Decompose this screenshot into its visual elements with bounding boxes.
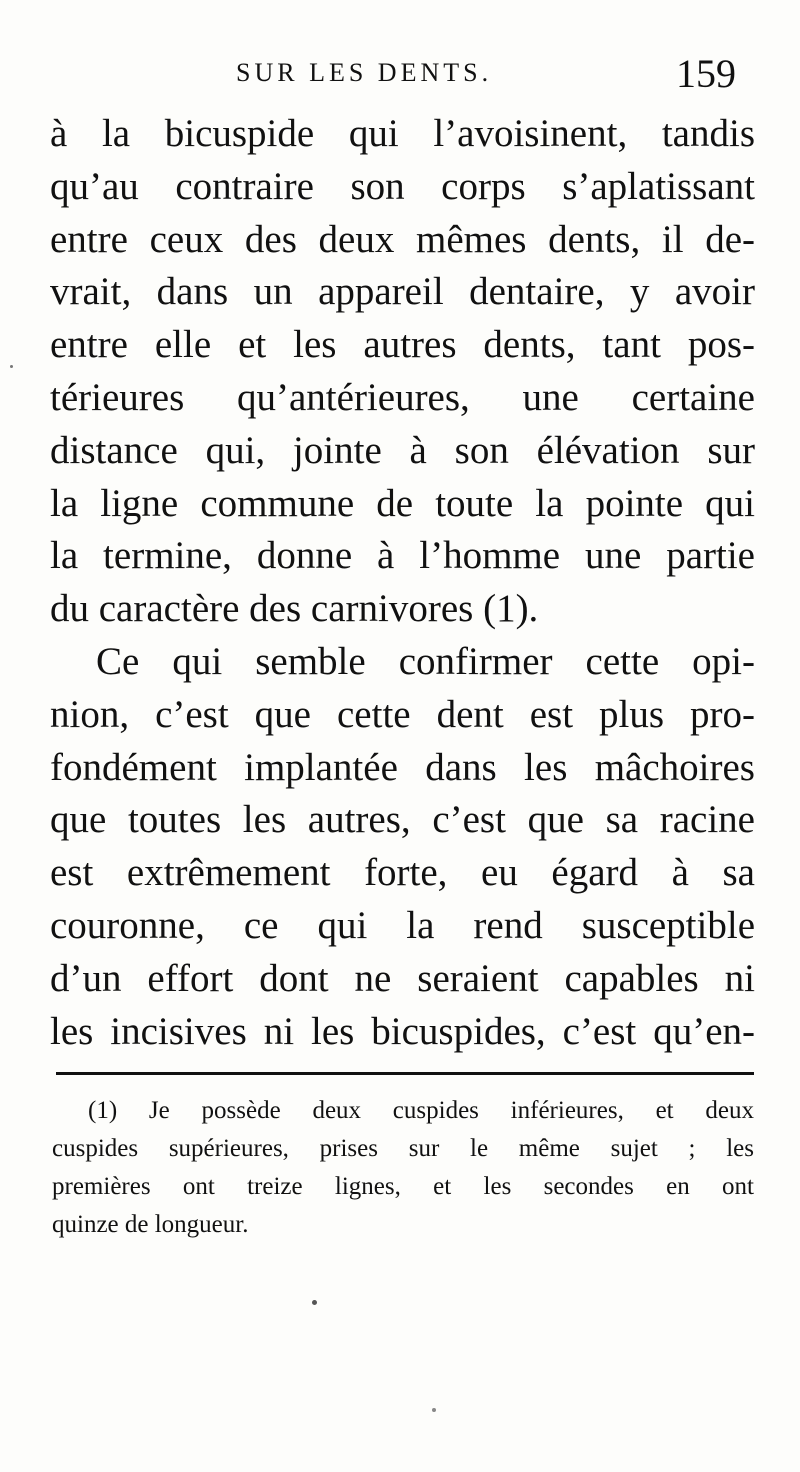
text-line: couronne, ce qui la rend susceptible <box>50 903 755 947</box>
text-line: est extrêmement forte, eu égard à sa <box>50 851 755 895</box>
text-line: entre ceux des deux mêmes dents, il de- <box>50 217 755 261</box>
paragraph-last-line: du caractère des carnivores (1). <box>50 587 539 631</box>
running-title: SUR LES DENTS. <box>236 58 493 87</box>
footnote-line: quinze de longueur. <box>52 1211 249 1238</box>
text-line: à la bicuspide qui l’avoisinent, tandis <box>50 112 755 155</box>
print-speck <box>10 365 13 368</box>
body-text <box>50 108 755 1058</box>
text-line: vrait, dans un appareil dentaire, y avoir <box>50 270 755 314</box>
footnote <box>52 1092 754 1244</box>
footnote-line: (1) Je possède deux cuspides inférieures, et deux <box>88 1097 754 1124</box>
page-number: 159 <box>676 51 736 96</box>
footnote-rule <box>56 1072 754 1075</box>
text-line: fondément implantée dans les mâchoires <box>50 745 755 789</box>
page-header <box>0 50 800 110</box>
print-speck <box>432 1408 436 1412</box>
text-line: entre elle et les autres dents, tant pos- <box>50 323 755 367</box>
footnote-line: premières ont treize lignes, et les secondes en ont <box>52 1173 754 1200</box>
text-line: d’un effort dont ne seraient capables ni <box>50 956 755 1000</box>
text-line: que toutes les autres, c’est que sa racine <box>50 798 755 842</box>
text-line: les incisives ni les bicuspides, c’est qu’en- <box>50 1009 755 1053</box>
footnote-line: cuspides supérieures, prises sur le même sujet ; les <box>52 1135 754 1162</box>
text-line: qu’au contraire son corps s’aplatissant <box>50 164 755 208</box>
text-line: la termine, donne à l’homme une partie <box>50 534 755 578</box>
print-speck <box>312 1300 317 1305</box>
text-line: térieures qu’antérieures, une certaine <box>50 375 755 419</box>
text-line: la ligne commune de toute la pointe qui <box>50 481 755 525</box>
paragraph-first-line: Ce qui semble confirmer cette opi- <box>96 639 755 683</box>
text-line: distance qui, jointe à son élévation sur <box>50 428 755 472</box>
text-line: nion, c’est que cette dent est plus pro- <box>50 692 755 736</box>
